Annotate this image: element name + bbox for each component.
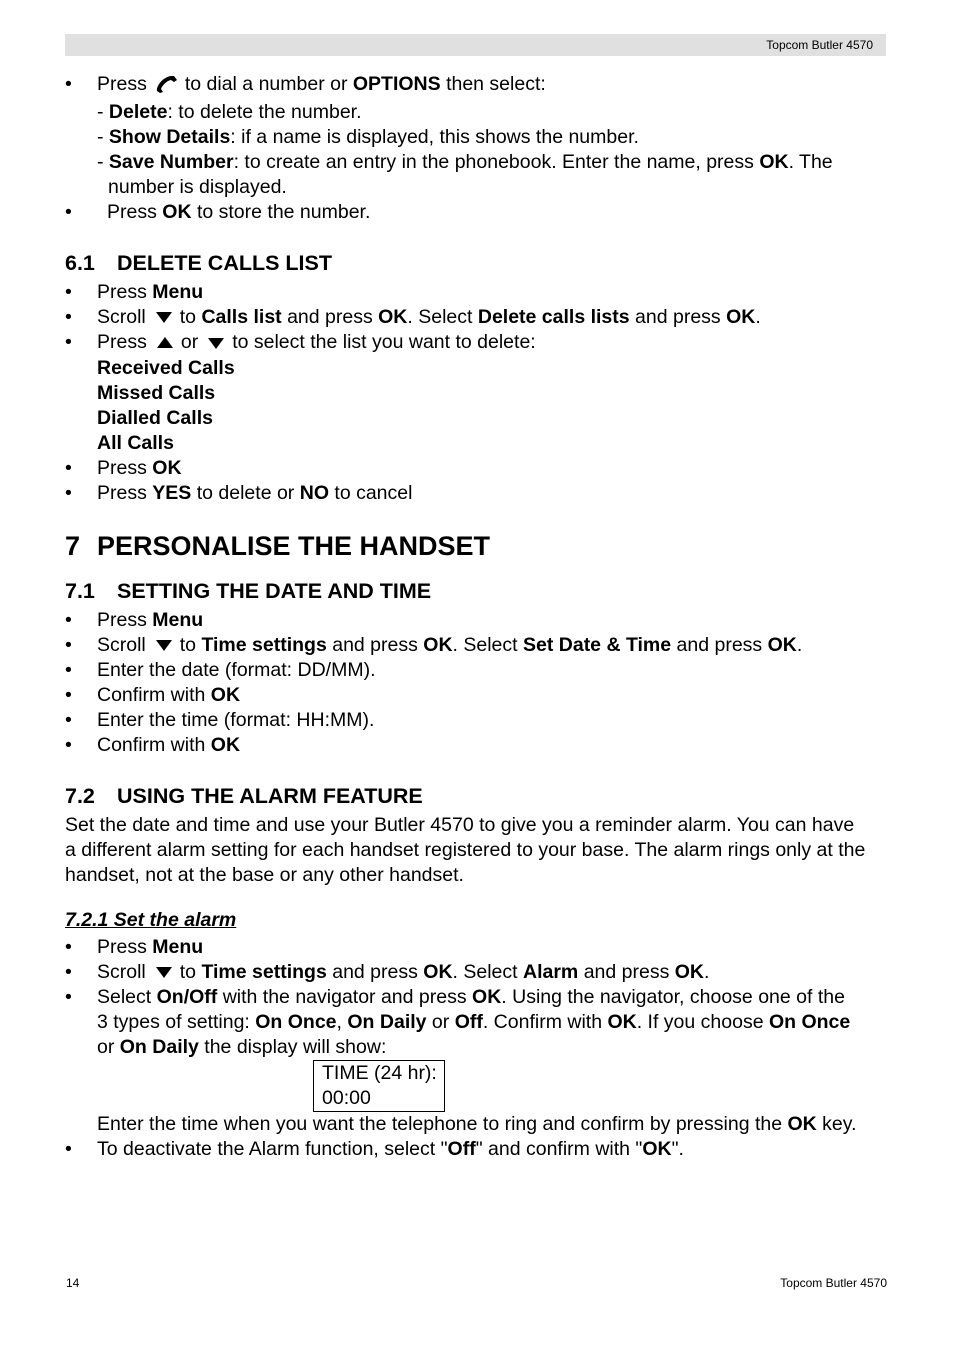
list-option: Received Calls <box>97 356 235 379</box>
list-item: • Press or to select the list you want to delete: <box>65 330 886 355</box>
list-item: • Enter the date (format: DD/MM). <box>65 659 376 682</box>
lcd-display-box <box>313 1060 445 1112</box>
list-item: • Press Menu <box>65 281 204 303</box>
paragraph: Set the date and time and use your Butler 4570 to give you a reminder alarm. You can have a different alarm setting for each handset registered to your base. The alarm rings only at the handset, not at the base or any other handset. <box>65 814 866 887</box>
list-option: All Calls <box>97 431 174 454</box>
list-item: • Press OK to store the number. <box>65 201 371 223</box>
list-item: • Press Menu <box>65 608 204 631</box>
list-item: • Scroll to Calls list and press OK. Select Delete calls lists and press OK. <box>65 305 886 330</box>
list-option: Dialled Calls <box>97 406 213 429</box>
triangle-down-icon <box>156 633 172 658</box>
list-item-continued: or On Daily the display will show: <box>97 1036 387 1059</box>
list-item: • Scroll to Time settings and press OK. Select Alarm and press OK. <box>65 960 886 985</box>
lcd-line-1: TIME (24 hr): <box>322 1062 437 1085</box>
list-item: number is displayed. <box>108 176 287 198</box>
list-item: • Press OK <box>65 456 182 479</box>
triangle-down-icon <box>156 960 172 985</box>
triangle-up-icon <box>157 331 173 356</box>
subsection-heading-7-2-1: 7.2.1 Set the alarm <box>65 909 237 932</box>
bullet: • <box>65 73 72 95</box>
list-item: • Confirm with OK <box>65 734 241 757</box>
triangle-down-icon <box>156 305 172 330</box>
section-heading-7-2: 7.2 USING THE ALARM FEATURE <box>65 784 423 809</box>
list-item-continued: 3 types of setting: On Once, On Daily or Off. Confirm with OK. If you choose On Once <box>97 1011 851 1034</box>
list-item: • Select On/Off with the navigator and press OK. Using the navigator, choose one of the <box>65 986 845 1009</box>
page-number: 14 <box>66 1276 80 1290</box>
header-title: Topcom Butler 4570 <box>766 38 873 52</box>
list-item: • Press Menu <box>65 936 204 959</box>
list-item: • Press to dial a number or OPTIONS then select: <box>65 72 886 100</box>
section-heading-7-1: 7.1 SETTING THE DATE AND TIME <box>65 578 432 603</box>
triangle-down-icon <box>208 331 224 356</box>
list-item: - Show Details: if a name is displayed, this shows the number. <box>97 126 639 148</box>
chapter-heading-7: 7 PERSONALISE THE HANDSET <box>65 530 491 561</box>
list-item: • Press YES to delete or NO to cancel <box>65 481 413 504</box>
section-heading-6-1: 6.1 DELETE CALLS LIST <box>65 251 332 275</box>
page-content <box>65 72 886 1162</box>
list-item: • To deactivate the Alarm function, select "Off" and confirm with "OK". <box>65 1138 684 1161</box>
list-item: • Enter the time (format: HH:MM). <box>65 709 375 732</box>
list-item-continued: Enter the time when you want the telephone to ring and confirm by pressing the OK key. <box>97 1113 857 1136</box>
footer-title: Topcom Butler 4570 <box>780 1276 887 1290</box>
list-item: • Confirm with OK <box>65 684 241 707</box>
list-item: - Delete: to delete the number. <box>97 101 362 123</box>
phone-handset-icon <box>155 75 179 100</box>
header-bar <box>65 34 886 56</box>
list-option: Missed Calls <box>97 381 216 404</box>
list-item: • Scroll to Time settings and press OK. Select Set Date & Time and press OK. <box>65 633 886 658</box>
list-item: - Save Number: to create an entry in the phonebook. Enter the name, press OK. The <box>97 151 833 173</box>
lcd-line-2: 00:00 <box>322 1087 371 1110</box>
